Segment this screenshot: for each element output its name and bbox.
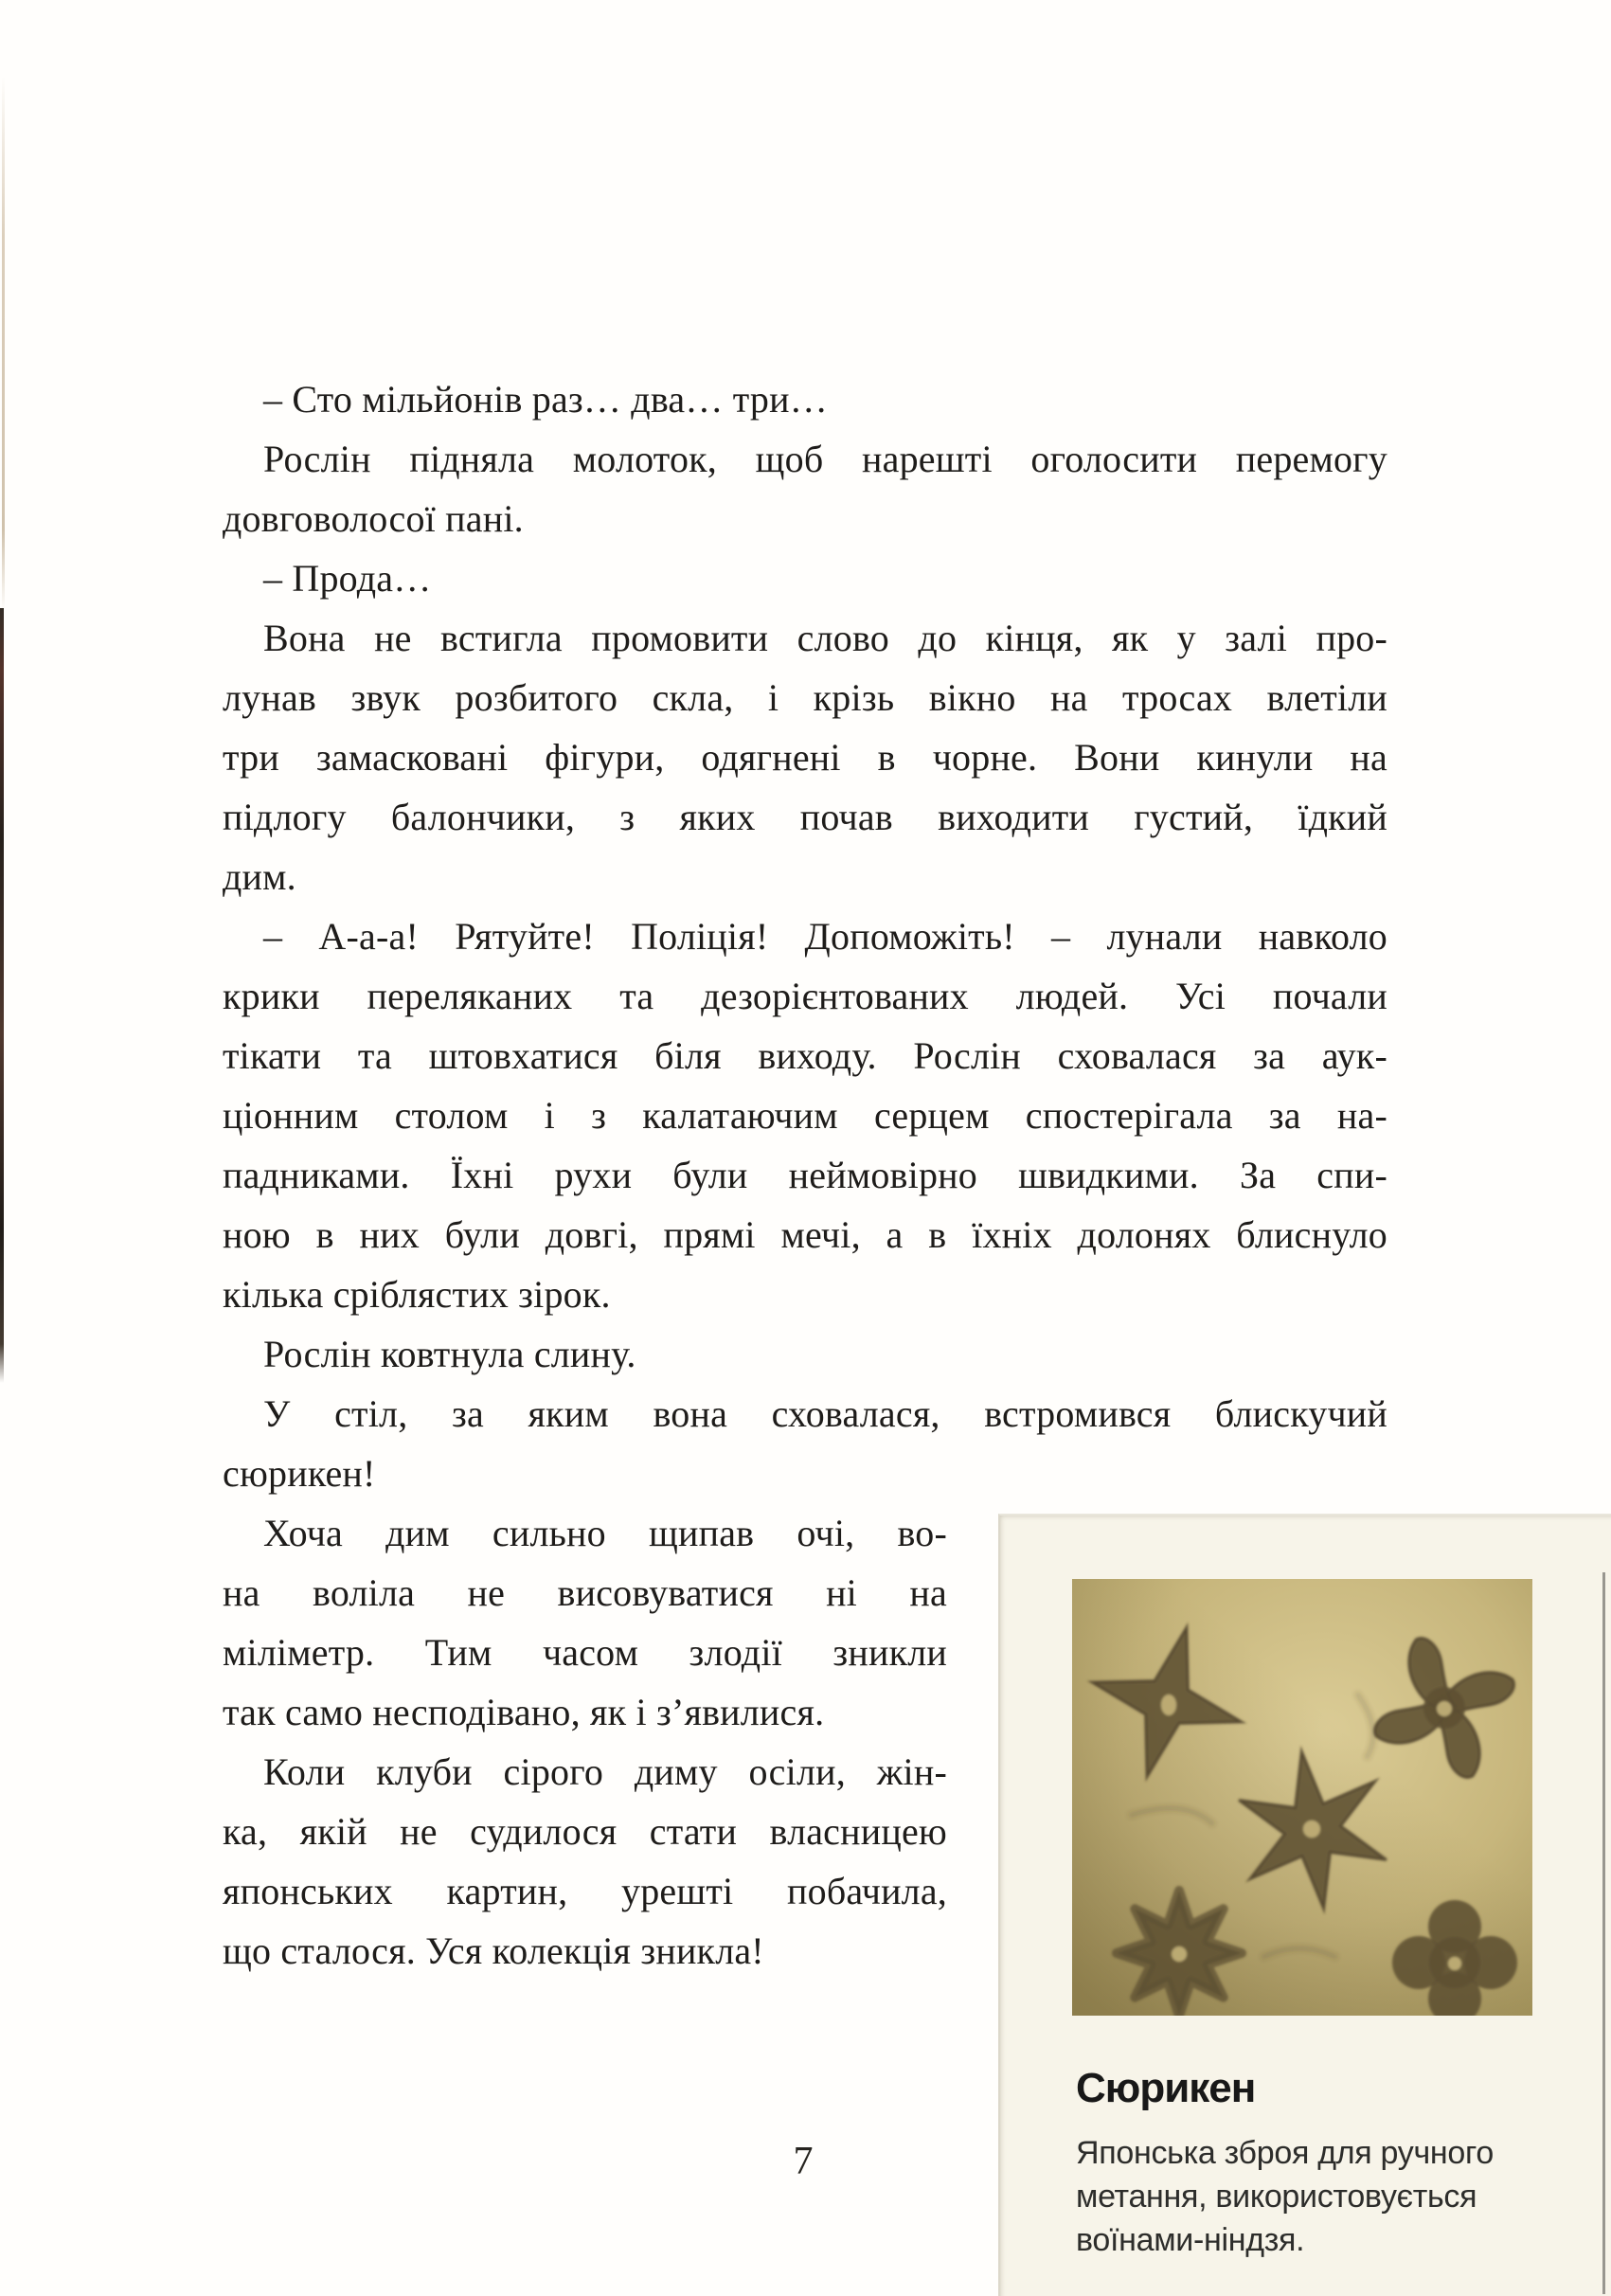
text-line: кілька сріблястих зірок. [223, 1273, 611, 1316]
caption-description-line: метання, використовується [1076, 2179, 1477, 2215]
text-line: довговолосої пані. [223, 497, 524, 540]
text-line: ціонним столом і з калатаючим серцем спостерігала за на- [223, 1094, 1387, 1137]
page-number: 7 [793, 2140, 814, 2183]
text-line: – Прода… [263, 557, 432, 600]
text-line: три замасковані фігури, одягнені в чорне. Вони кинули на [223, 736, 1387, 779]
caption-title: Сюрикен [1076, 2065, 1256, 2111]
text-line: що сталося. Уся колекція зникла! [223, 1929, 764, 1972]
text-line: тікати та штовхатися біля виходу. Рослін сховалася за аук- [223, 1034, 1387, 1077]
caption-description-line: Японська зброя для ручного [1076, 2135, 1494, 2171]
text-line: падниками. Їхні рухи були неймовірно швидкими. За спи- [223, 1154, 1387, 1196]
text-line: підлогу балончики, з яких почав виходити густий, їдкий [223, 796, 1387, 838]
text-line: міліметр. Тим часом злодії зникли [223, 1631, 947, 1674]
text-line: Хоча дим сильно щипав очі, во- [263, 1512, 947, 1554]
text-line: Рослін підняла молоток, щоб нарешті оголосити перемогу [263, 438, 1387, 480]
vertical-divider-rule [1602, 1572, 1605, 2294]
scan-edge-dark-artifact [0, 608, 4, 1383]
text-line: так само несподівано, як і з’явилися. [223, 1691, 825, 1733]
text-line: ка, якій не судилося стати власницею [223, 1810, 947, 1853]
text-line: – А-а-а! Рятуйте! Поліція! Допоможіть! – лунали навколо [263, 915, 1387, 958]
text-line: японських картин, урешті побачила, [223, 1870, 947, 1912]
text-line: Вона не встигла промовити слово до кінця, як у залі про- [263, 617, 1387, 659]
caption-description [1076, 2131, 1521, 2262]
text-line: на воліла не висовуватися ні на [223, 1571, 947, 1614]
text-line: Коли клуби сірого диму осіли, жін- [263, 1750, 947, 1793]
text-line: лунав звук розбитого скла, і крізь вікно на тросах влетіли [223, 676, 1387, 719]
shuriken-eight-point-star [1117, 1891, 1242, 2016]
caption-description-line: воїнами-ніндзя. [1076, 2222, 1305, 2258]
text-line: Рослін ковтнула слину. [263, 1333, 636, 1375]
shuriken-illustration [1072, 1579, 1532, 2016]
text-line: дим. [223, 855, 296, 898]
text-line: ною в них були довгі, прямі мечі, а в їхніх долонях блиснуло [223, 1213, 1387, 1256]
text-line: У стіл, за яким вона сховалася, встромився блискучий [263, 1392, 1387, 1435]
text-line: – Сто мільйонів раз… два… три… [263, 378, 828, 421]
text-line: сюрикен! [223, 1452, 376, 1495]
scan-edge-light-artifact [2, 76, 5, 611]
text-line: крики переляканих та дезорієнтованих людей. Усі почали [223, 975, 1387, 1017]
